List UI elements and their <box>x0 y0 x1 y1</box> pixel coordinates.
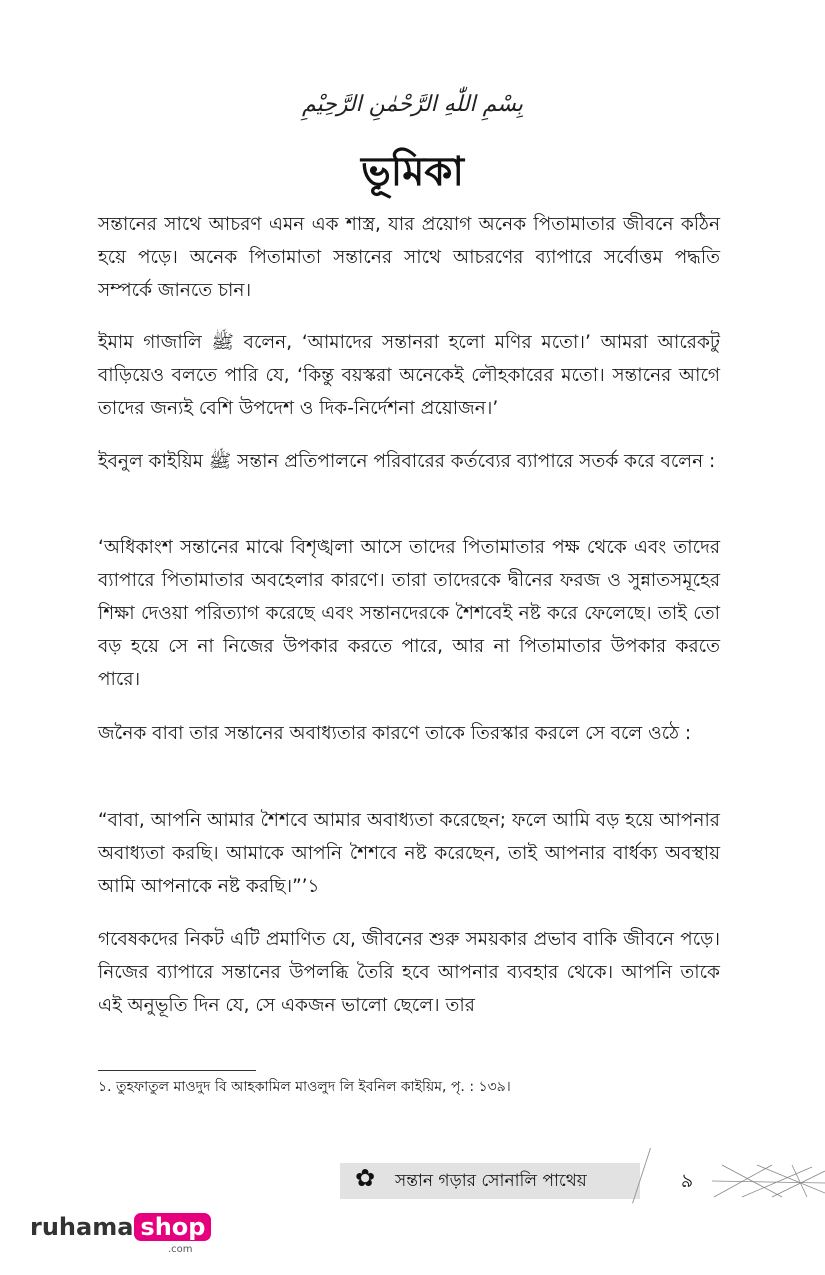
footnote-divider <box>98 1070 256 1071</box>
bismillah-calligraphy: بِسْمِ اللّٰهِ الرَّحْمٰنِ الرَّحِيْمِ <box>301 92 524 117</box>
paragraph-4: ‘অধিকাংশ সন্তানের মাঝে বিশৃঙ্খলা আসে তাদের পিতামাতার পক্ষ থেকে এবং তাদের ব্যাপারে পিতামাতার অবহেলার কারণে। তারা তাদেরকে দ্বীনের ফরজ ও সুন্নাতসমূহের শিক্ষা দেওয়া পরিত্যাগ করেছে এবং সন্তানদেরকে শৈশবেই নষ্ট করে ফেলেছে। তাই তো বড় হয়ে সে না নিজের উপকার করতে পারে, আর না পিতামাতার উপকার করতে পারে। <box>98 537 720 690</box>
running-footer-title: সন্তান গড়ার সোনালি পাথেয় <box>395 1171 587 1191</box>
logo-domain: .com <box>168 1244 193 1255</box>
footer-lines-decoration <box>712 1163 825 1199</box>
paragraph-1: সন্তানের সাথে আচরণ এমন এক শাস্ত্র, যার প্রয়োগ অনেক পিতামাতার জীবনে কঠিন হয়ে পড়ে। অনেক পিতামাতা সন্তানের সাথে আচরণের ব্যাপারে সর্বোত্তম পদ্ধতি সম্পর্কে জানতে চান। <box>98 214 720 301</box>
paragraph-7: গবেষকদের নিকট এটি প্রমাণিত যে, জীবনের শুরু সময়কার প্রভাব বাকি জীবনে পড়ে। নিজের ব্যাপারে সন্তানের উপলব্ধি তৈরি হবে আপনার ব্যবহার থেকে। আপনি তাকে এই অনুভূতি দিন যে, সে একজন ভালো ছেলে। তার <box>98 929 720 1016</box>
logo-highlight: shop <box>134 1213 211 1241</box>
page-number: ৯ <box>680 1170 694 1192</box>
flower-ornament-icon: ✿ <box>355 1164 376 1192</box>
paragraph-3: ইবনুল কাইয়িম ﷺ সন্তান প্রতিপালনে পরিবারের কর্তব্যের ব্যাপারে সতর্ক করে বলেন : <box>98 451 716 472</box>
logo-name: ruhama <box>30 1213 134 1241</box>
paragraph-6: “বাবা, আপনি আমার শৈশবে আমার অবাধ্যতা করেছেন; ফলে আমি বড় হয়ে আপনার অবাধ্যতা করছি। আমাকে আপনি শৈশবে নষ্ট করেছেন, তাই আপনার বার্ধক্য অবস্থায় আমি আপনাকে নষ্ট করছি।”’১ <box>98 810 720 897</box>
page-title: ভূমিকা <box>360 149 465 195</box>
paragraph-2: ইমাম গাজালি ﷺ বলেন, ‘আমাদের সন্তানরা হলো মণির মতো।’ আমরা আরেকটু বাড়িয়েও বলতে পারি যে, ‘কিন্তু বয়স্করা অনেকেই লৌহকারের মতো। সন্তানের আগে তাদের জন্যই বেশি উপদেশ ও দিক-নির্দেশনা প্রয়োজন।’ <box>98 332 720 419</box>
footnote: ১. তুহফাতুল মাওদুদ বি আহকামিল মাওলুদ লি ইবনিল কাইয়িম, পৃ. : ১৩৯। <box>98 1079 511 1095</box>
ruhamashop-logo <box>30 1212 211 1241</box>
paragraph-5: জনৈক বাবা তার সন্তানের অবাধ্যতার কারণে তাকে তিরস্কার করলে সে বলে ওঠে : <box>98 723 692 744</box>
